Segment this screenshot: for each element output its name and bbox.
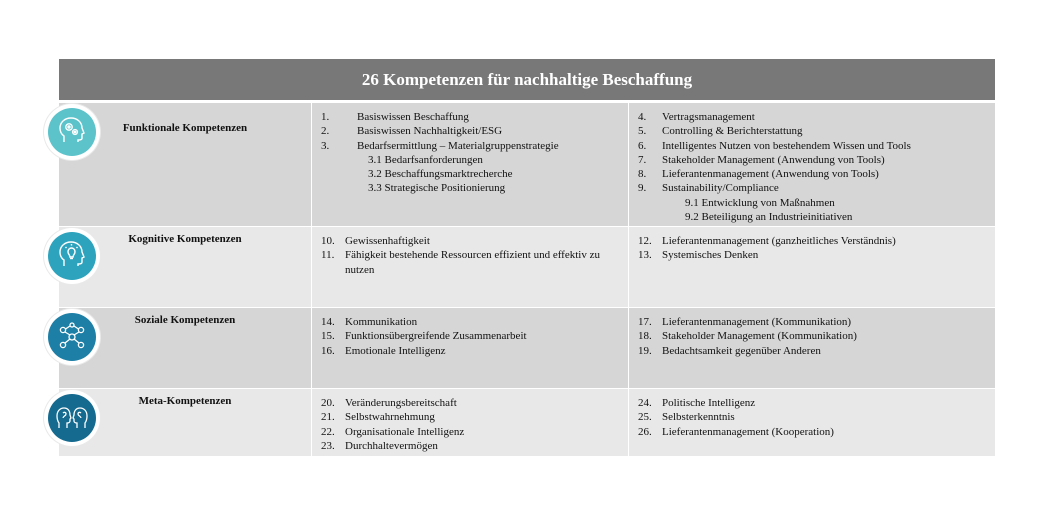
list-item: 22. Organisationale Intelligenz xyxy=(321,425,465,438)
row-soziale-kompetenzen xyxy=(59,308,995,388)
category-label: Meta-Kompetenzen xyxy=(138,395,232,407)
list-item: 1. Basiswissen Beschaffung xyxy=(321,111,469,123)
people-network-icon xyxy=(48,313,96,361)
column-divider xyxy=(628,308,629,388)
category-label: Funktionale Kompetenzen xyxy=(122,122,248,134)
column-divider xyxy=(628,389,629,456)
column-divider xyxy=(311,389,312,456)
list-item: 19. Bedachtsamkeit gegenüber Anderen xyxy=(638,344,821,357)
list-item: 14. Kommunikation xyxy=(321,316,418,328)
competency-list-left xyxy=(321,234,621,277)
competency-list-right xyxy=(638,234,988,263)
column-divider xyxy=(311,308,312,388)
row-meta-kompetenzen xyxy=(59,389,995,456)
list-item: 16. Emotionale Intelligenz xyxy=(321,344,446,357)
column-divider xyxy=(628,103,629,226)
column-divider xyxy=(311,227,312,307)
list-item: 11. Fähigkeit bestehende Ressourcen effizient und effektiv zu nutzen xyxy=(321,249,600,276)
competency-list-left xyxy=(321,110,621,196)
head-gears-icon xyxy=(48,108,96,156)
list-subitem: 3.2 Beschaffungsmarktrecherche xyxy=(368,168,513,181)
column-divider xyxy=(628,227,629,307)
table-title: 26 Kompetenzen für nachhaltige Beschaffung xyxy=(59,59,995,100)
row-funktionale-kompetenzen xyxy=(59,103,995,226)
category-label: Soziale Kompetenzen xyxy=(134,314,236,326)
list-item: 2. Basiswissen Nachhaltigkeit/ESG xyxy=(321,125,503,138)
list-item: 26. Lieferantenmanagement (Kooperation) xyxy=(638,425,834,438)
head-lightbulb-icon xyxy=(48,232,96,280)
category-label: Kognitive Kompetenzen xyxy=(128,233,242,245)
list-item: 7. Stakeholder Management (Anwendung von Tools) xyxy=(638,153,885,166)
list-subitem: 9.2 Beteiligung an Industrieinitiativen xyxy=(685,211,853,224)
list-item: 21. Selbstwahrnehmung xyxy=(321,411,435,424)
icon-badge xyxy=(44,390,100,446)
icon-badge xyxy=(44,104,100,160)
competency-list-left xyxy=(321,396,621,453)
competency-list-left xyxy=(321,315,621,358)
list-item: 12. Lieferantenmanagement (ganzheitliches Verständnis) xyxy=(638,235,896,247)
list-item: 9. Sustainability/Compliance xyxy=(638,182,779,195)
list-subitem: 3.1 Bedarfsanforderungen xyxy=(368,153,483,166)
list-item: 17. Lieferantenmanagement (Kommunikation) xyxy=(638,316,852,328)
icon-badge xyxy=(44,309,100,365)
list-subitem: 3.3 Strategische Positionierung xyxy=(368,182,506,195)
competency-list-right xyxy=(638,315,988,358)
list-item: 10. Gewissenhaftigkeit xyxy=(321,235,430,247)
list-item: 24. Politische Intelligenz xyxy=(638,397,756,409)
competency-list-right xyxy=(638,110,988,224)
list-item: 5. Controlling & Berichterstattung xyxy=(638,125,803,138)
competency-list-right xyxy=(638,396,988,439)
list-item: 13. Systemisches Denken xyxy=(638,249,759,262)
list-item: 6. Intelligentes Nutzen von bestehendem Wissen und Tools xyxy=(638,139,911,152)
list-item: 25. Selbsterkenntnis xyxy=(638,411,735,424)
list-item: 23. Durchhaltevermögen xyxy=(321,439,438,452)
row-kognitive-kompetenzen xyxy=(59,227,995,307)
list-item: 8. Lieferantenmanagement (Anwendung von Tools) xyxy=(638,168,879,181)
two-heads-icon xyxy=(48,394,96,442)
list-item: 3. Bedarfsermittlung – Materialgruppenstrategie xyxy=(321,139,559,152)
list-item: 18. Stakeholder Management (Kommunikation) xyxy=(638,330,857,343)
list-item: 4. Vertragsmanagement xyxy=(638,111,755,123)
column-divider xyxy=(311,103,312,226)
icon-badge xyxy=(44,228,100,284)
list-subitem: 9.1 Entwicklung von Maßnahmen xyxy=(685,196,835,209)
list-item: 20. Veränderungsbereitschaft xyxy=(321,397,457,409)
list-item: 15. Funktionsübergreifende Zusammenarbeit xyxy=(321,330,527,343)
